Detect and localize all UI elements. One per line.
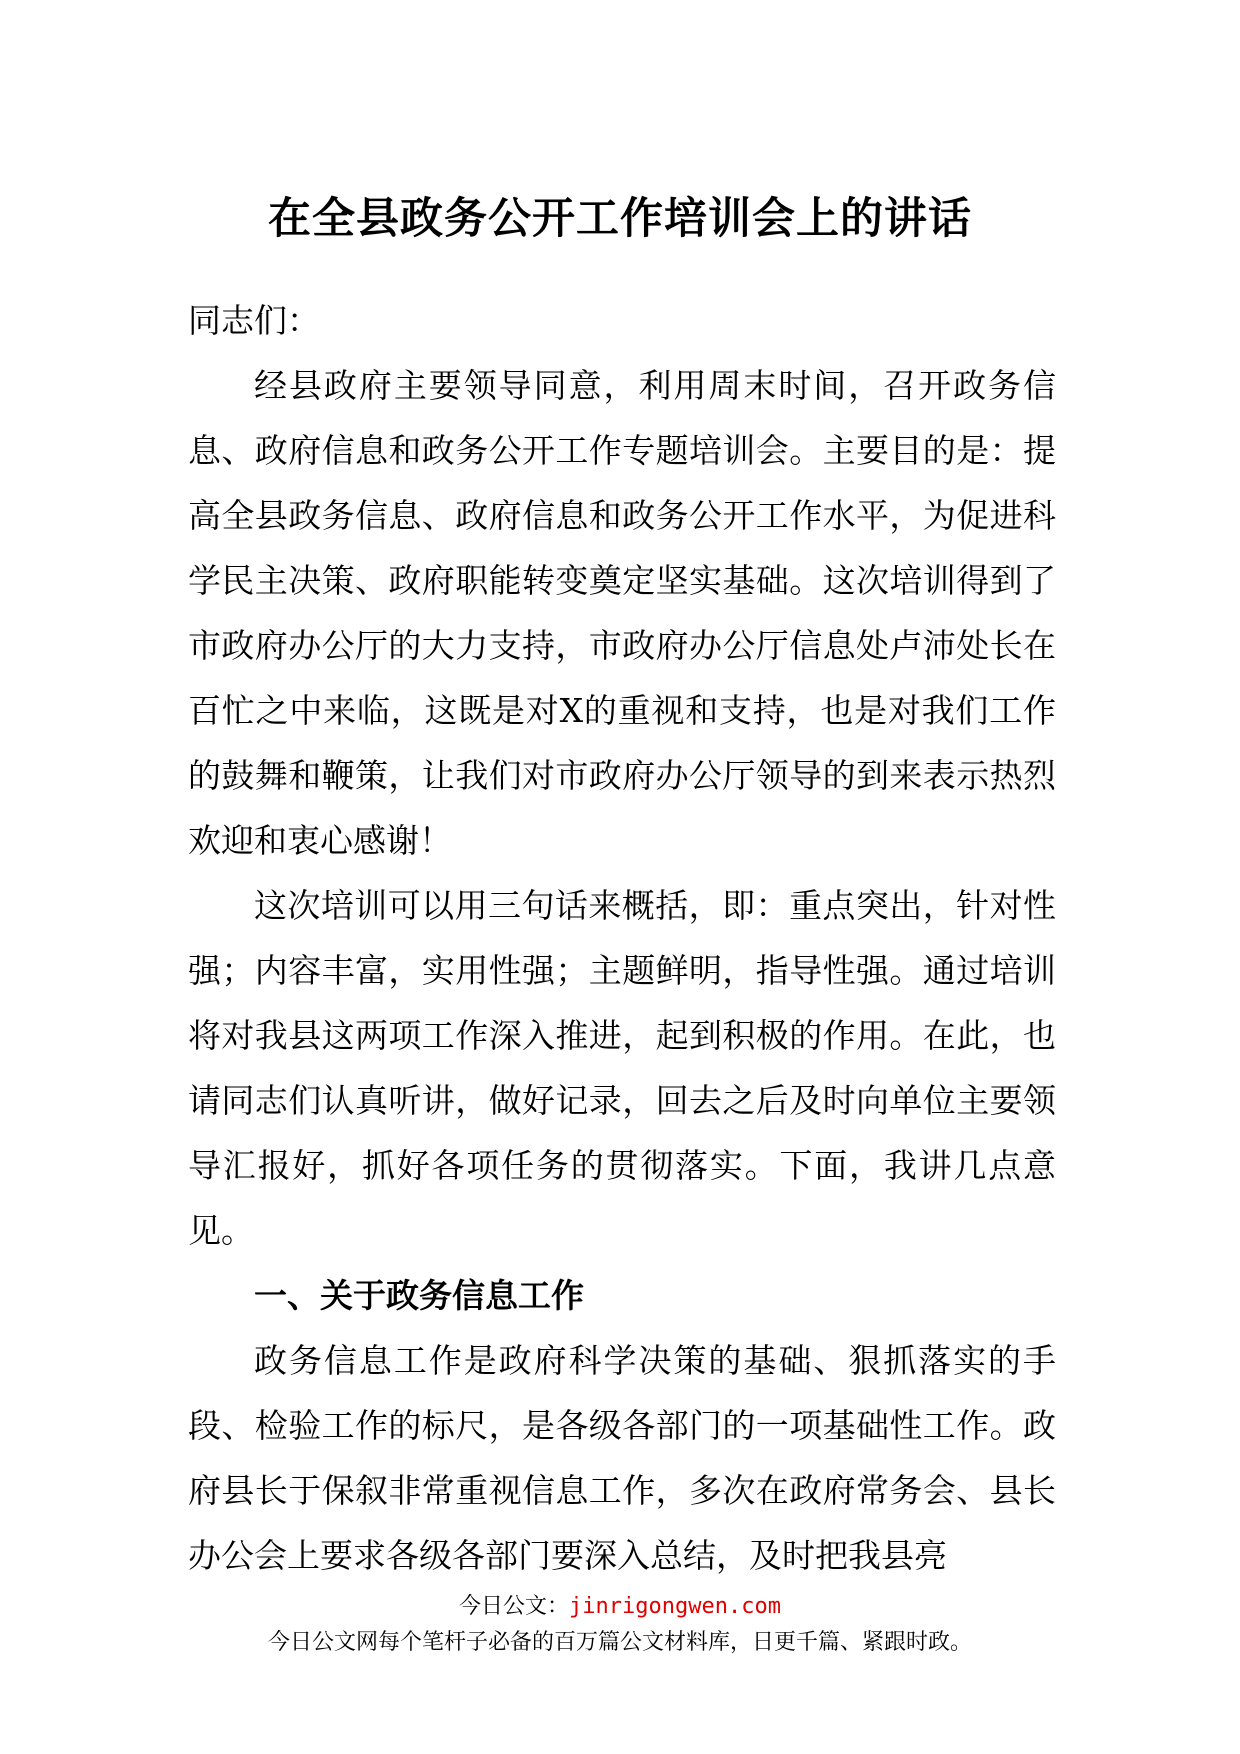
salutation: 同志们： [188, 301, 320, 340]
page-title: 在全县政务公开工作培训会上的讲话 [268, 193, 972, 244]
section-paragraph: 政务信息工作是政府科学决策的基础、狠抓落实的手段、检验工作的标尺，是各级各部门的一项基础性工作。政府县长于保叙非常重视信息工作，多次在政府常务会、县长办公会上要求各级各部门要深入总结，及时把我县亮 [188, 1341, 1056, 1575]
footer-site-link[interactable]: jinrigongwen.com [569, 1594, 781, 1619]
paragraph-1: 经县政府主要领导同意，利用周末时间，召开政务信息、政府信息和政务公开工作专题培训会。主要目的是：提高全县政务信息、政府信息和政务公开工作水平，为促进科学民主决策、政府职能转变奠定坚实基础。这次培训得到了市政府办公厅的大力支持，市政府办公厅信息处卢沛处长在百忙之中来临，这既是对X的重视和支持，也是对我们工作的鼓舞和鞭策，让我们对市政府办公厅领导的到来表示热烈欢迎和衷心感谢！ [188, 366, 1056, 860]
footer-tagline: 今日公文网每个笔杆子必备的百万篇公文材料库，日更千篇、紧跟时政。 [267, 1630, 972, 1655]
section-heading: 一、关于政务信息工作 [254, 1276, 584, 1315]
paragraph-2: 这次培训可以用三句话来概括，即：重点突出，针对性强；内容丰富，实用性强；主题鲜明，指导性强。通过培训将对我县这两项工作深入推进，起到积极的作用。在此，也请同志们认真听讲，做好记录，回去之后及时向单位主要领导汇报好，抓好各项任务的贯彻落实。下面，我讲几点意见。 [188, 886, 1056, 1250]
footer-site-line [0, 1592, 1240, 1622]
footer-site-label: 今日公文： [459, 1594, 570, 1619]
document-body [188, 288, 1056, 1588]
